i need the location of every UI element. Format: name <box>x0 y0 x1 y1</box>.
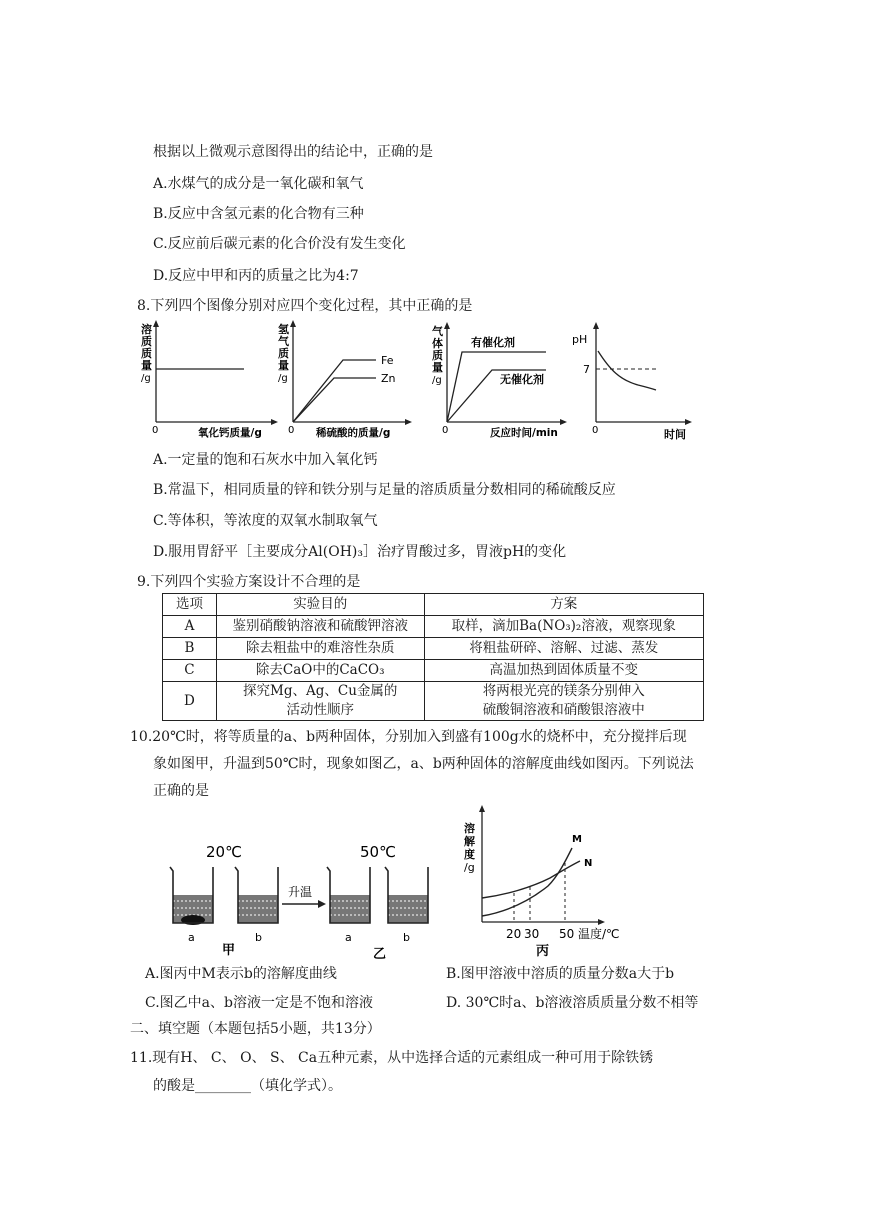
g3-xlabel: 反应时间/min <box>490 427 558 439</box>
tick-20: 20 <box>506 927 522 941</box>
q10-option-a: A.图丙中M表示b的溶解度曲线 <box>145 966 337 982</box>
g3-series-1: 有催化剂 <box>471 336 515 349</box>
sol-ylabel-2: 解 <box>464 835 475 848</box>
g1-ylabel-1: 溶 <box>141 323 152 336</box>
row-d-plan-l2: 硫酸铜溶液和硝酸银溶液中 <box>482 702 645 718</box>
g2-ylabel-3: 质 <box>278 347 289 360</box>
g3-ylabel-3: 质 <box>432 349 443 362</box>
temp-50: 50℃ <box>360 843 396 861</box>
g1-ylabel-5: /g <box>141 373 151 384</box>
row-a-plan: 取样，滴加Ba(NO₃)₂溶液，观察现象 <box>424 616 703 638</box>
q9-stem: 9.下列四个实验方案设计不合理的是 <box>137 574 361 590</box>
q7-option-b: B.反应中含氢元素的化合物有三种 <box>153 206 364 222</box>
q7-option-a: A.水煤气的成分是一氧化碳和氧气 <box>153 176 364 192</box>
beaker-a-50 <box>327 867 370 923</box>
row-d-goal <box>216 682 424 721</box>
label-b-20: b <box>255 931 262 944</box>
table-row <box>163 638 704 660</box>
q11-line2: 的酸是________（填化学式）。 <box>153 1078 342 1094</box>
g2-origin: 0 <box>288 425 295 436</box>
row-a-goal: 鉴别硝酸钠溶液和硫酸钾溶液 <box>216 616 424 638</box>
table-row <box>163 660 704 682</box>
graph-3 <box>432 322 567 439</box>
q8-option-c: C.等体积，等浓度的双氧水制取氧气 <box>153 513 378 529</box>
g3-origin: 0 <box>442 425 449 436</box>
g2-ylabel-5: /g <box>278 373 288 384</box>
g1-ylabel-4: 量 <box>141 359 152 372</box>
g2-xlabel: 稀硫酸的质量/g <box>316 427 391 439</box>
heating-arrow <box>282 884 326 908</box>
row-c-plan: 高温加热到固体质量不变 <box>424 660 703 682</box>
q8-stem: 8.下列四个图像分别对应四个变化过程，其中正确的是 <box>137 298 473 314</box>
temp-20: 20℃ <box>206 843 242 861</box>
beaker-b-50 <box>385 867 428 923</box>
label-a-50: a <box>345 931 352 944</box>
g1-xlabel: 氧化钙质量/g <box>198 427 262 439</box>
g3-ylabel-4: 量 <box>432 361 443 374</box>
row-c-opt: C <box>163 660 217 682</box>
table-row <box>163 682 704 721</box>
q8-graphs <box>138 318 698 446</box>
beaker-b-20 <box>235 867 278 923</box>
g1-origin: 0 <box>152 425 159 436</box>
g4-origin: 0 <box>592 425 599 436</box>
catalyst-curve <box>447 352 546 422</box>
solubility-graph <box>464 805 620 959</box>
header-option: 选项 <box>163 594 217 616</box>
label-yi: 乙 <box>373 947 387 962</box>
q10-option-b: B.图甲溶液中溶质的质量分数a大于b <box>446 966 675 982</box>
q10-stem-l2: 象如图甲，升温到50℃时，现象如图乙，a、b两种固体的溶解度曲线如图丙。下列说法 <box>153 756 694 772</box>
g4-ylabel: pH <box>572 333 588 346</box>
q9-table <box>162 593 704 721</box>
row-d-goal-l1: 探究Mg、Ag、Cu金属的 <box>243 683 398 699</box>
q10-option-d: D. 30℃时a、b溶液溶质质量分数不相等 <box>446 995 699 1011</box>
beaker-a-20 <box>170 867 213 925</box>
row-d-opt: D <box>163 682 217 721</box>
arrow-label: 升温 <box>288 885 313 899</box>
label-bing: 丙 <box>536 944 550 959</box>
g2-series-zn: Zn <box>381 372 396 385</box>
zn-curve <box>293 378 376 422</box>
q8-option-a: A.一定量的饱和石灰水中加入氧化钙 <box>153 452 378 468</box>
g4-mark-7: 7 <box>583 363 590 376</box>
q10-stem-l1: 10.20℃时，将等质量的a、b两种固体，分别加入到盛有100g水的烧杯中，充分搅拌后现 <box>130 729 687 745</box>
q7-option-d: D.反应中甲和丙的质量之比为4:7 <box>153 268 359 284</box>
q7-option-c: C.反应前后碳元素的化合价没有发生变化 <box>153 236 406 252</box>
g1-ylabel-3: 质 <box>141 347 152 360</box>
label-n: N <box>584 858 593 869</box>
table-row <box>163 616 704 638</box>
graph-1 <box>141 320 278 439</box>
sol-ylabel-4: /g <box>464 861 475 874</box>
graph-4 <box>572 322 692 441</box>
section-heading: 二、填空题（本题包括5小题，共13分） <box>130 1021 381 1037</box>
header-goal: 实验目的 <box>216 594 424 616</box>
q8-option-b: B.常温下，相同质量的锌和铁分别与足量的溶质质量分数相同的稀硫酸反应 <box>153 482 616 498</box>
label-a-20: a <box>188 931 195 944</box>
q11-line1: 11.现有H、 C、 O、 S、 Ca五种元素，从中选择合适的元素组成一种可用于除铁锈 <box>130 1050 654 1066</box>
row-a-opt: A <box>163 616 217 638</box>
g3-ylabel-2: 体 <box>432 337 443 350</box>
g2-ylabel-1: 氢 <box>278 323 289 336</box>
tick-30: 30 <box>524 927 540 941</box>
label-m: M <box>572 834 582 845</box>
sol-ylabel-3: 度 <box>464 848 475 861</box>
row-d-goal-l2: 活动性顺序 <box>286 702 354 718</box>
g3-ylabel-5: /g <box>432 375 442 386</box>
row-d-plan-l1: 将两根光亮的镁条分别伸入 <box>482 683 645 699</box>
curve-n <box>482 861 580 898</box>
row-c-goal: 除去CaO中的CaCO₃ <box>216 660 424 682</box>
q10-option-c: C.图乙中a、b溶液一定是不饱和溶液 <box>145 995 373 1011</box>
row-b-goal: 除去粗盐中的难溶性杂质 <box>216 638 424 660</box>
header-plan: 方案 <box>424 594 703 616</box>
g1-ylabel-2: 质 <box>141 335 152 348</box>
fe-curve <box>293 360 376 422</box>
row-b-plan: 将粗盐研碎、溶解、过滤、蒸发 <box>424 638 703 660</box>
label-jia: 甲 <box>222 943 236 958</box>
label-b-50: b <box>403 931 410 944</box>
q7-stem: 根据以上微观示意图得出的结论中，正确的是 <box>153 144 433 160</box>
row-d-plan <box>424 682 703 721</box>
g2-ylabel-4: 量 <box>278 359 289 372</box>
curve-m <box>482 848 572 916</box>
q10-figure <box>160 800 660 962</box>
tick-50: 50 <box>559 927 575 941</box>
g4-xlabel: 时间 <box>664 428 686 441</box>
graph-2 <box>278 320 412 439</box>
sol-xlabel: 温度/℃ <box>578 927 620 941</box>
g3-ylabel-1: 气 <box>432 325 443 338</box>
sol-ylabel-1: 溶 <box>464 822 475 835</box>
g3-series-2: 无催化剂 <box>500 373 544 386</box>
g2-ylabel-2: 气 <box>278 335 289 348</box>
q10-stem-l3: 正确的是 <box>153 783 209 799</box>
row-b-opt: B <box>163 638 217 660</box>
g2-series-fe: Fe <box>381 354 394 367</box>
ph-curve <box>598 351 656 390</box>
q8-option-d: D.服用胃舒平［主要成分Al(OH)₃］治疗胃酸过多，胃液pH的变化 <box>153 544 567 560</box>
table-header-row <box>163 594 704 616</box>
